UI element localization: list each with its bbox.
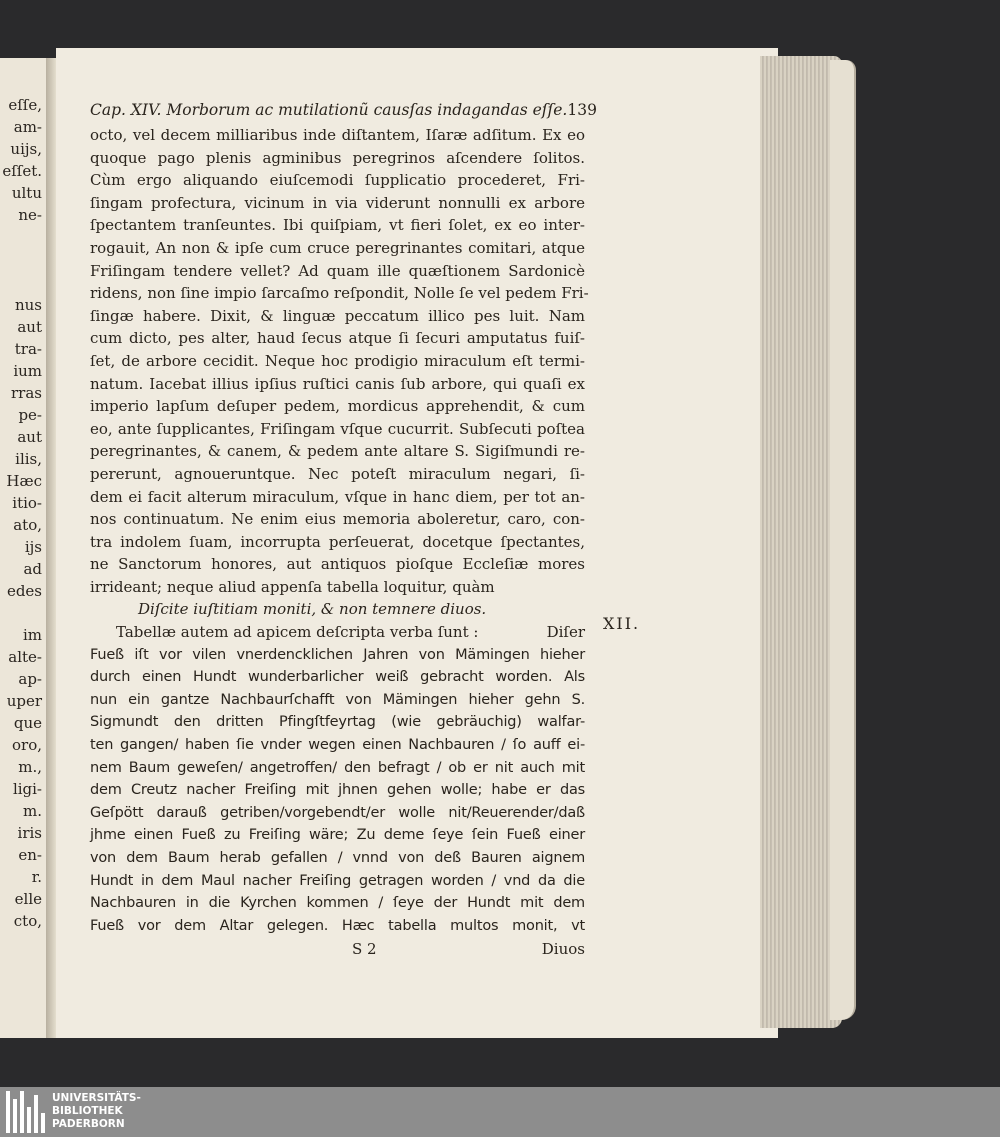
book-gutter: [46, 58, 56, 1038]
body-line: tra indolem ſuam, incorrupta perſeuerat, docetque ſpectantes,: [90, 532, 585, 551]
body-line: pererunt, agnoueruntque. Nec poteſt miraculum negari, ſi-: [90, 464, 585, 483]
body-line: cum dicto, pes alter, haud ſecus atque ſi ſecuri amputatus fuiſ-: [90, 329, 585, 348]
left-page-fragment: oro,: [12, 736, 42, 754]
body-line: dem ei facit alterum miraculum, vſque in hanc diem, per tot an-: [90, 487, 585, 506]
body-line: ne Sanctorum honores, aut antiquos pioſque Eccleſiæ mores: [90, 555, 585, 574]
left-page-fragment: m.: [23, 802, 42, 820]
running-header: [90, 96, 597, 124]
body-line: octo, vel decem milliaribus inde diſtantem, Iſaræ adſitum. Ex eo: [90, 126, 585, 144]
left-page-fragment: ium: [13, 362, 42, 380]
left-page-fragment: ad: [23, 560, 42, 578]
left-page-fragment: elle: [14, 890, 42, 908]
body-line: irrideant; neque aliud appenſa tabella loquitur, quàm: [90, 577, 495, 596]
body-line: rogauit, An non & ipſe cum cruce peregrinantes comitari, atque: [90, 238, 585, 257]
tabella-intro: Tabellæ autem ad apicem deſcripta verba ſunt :: [116, 623, 479, 642]
left-page-fragment: ne-: [18, 206, 42, 224]
left-page-fragment: nus: [14, 296, 42, 314]
german-line: dem Creutz nacher Freiſing mit jhnen gehen wolle; habe er das: [90, 782, 585, 799]
left-page-fragment: iris: [17, 824, 42, 842]
library-logo-line: UNIVERSITÄTS-: [52, 1092, 141, 1104]
library-logo-text: [52, 1092, 141, 1131]
catchword: Diuos: [541, 940, 585, 959]
left-page-fragment: Hæc: [6, 472, 42, 490]
library-logo-line: BIBLIOTHEK: [52, 1105, 123, 1117]
body-line: ſingæ habere. Dixit, & linguæ peccatum illico pes luit. Nam: [90, 306, 585, 325]
left-page-fragment: pe-: [18, 406, 42, 424]
german-line: Fueß vor dem Altar gelegen. Hæc tabella multos monit, vt: [90, 917, 585, 934]
body-line: Friſingam tendere vellet? Ad quam ille quæſtionem Sardonicè: [90, 261, 585, 280]
german-line: Sigmundt den dritten Pfingſtfeyrtag (wie gebräuchig) walfar-: [90, 714, 585, 731]
left-page-fragment: que: [13, 714, 42, 732]
book-cover-board: [830, 60, 856, 1020]
body-line: quoque pago plenis agminibus peregrinos aſcendere ſolitos.: [90, 148, 585, 167]
left-page-fragment: ap-: [18, 670, 42, 688]
signature-mark: S 2: [352, 940, 377, 959]
left-page-fragment: r.: [31, 868, 42, 886]
german-line: durch einen Hundt wunderbarlicher weiß gebracht worden. Als: [90, 669, 585, 686]
german-line: nun ein gantze Nachbaurſchafft von Mämingen hieher gehn S.: [90, 691, 585, 708]
left-page-fragment: ligi-: [12, 780, 42, 798]
german-line: Hundt in dem Maul nacher Freiſing getragen worden / vnd da die: [90, 872, 585, 889]
page-text: [90, 96, 597, 961]
german-line: Fueß iſt vor vilen vnerdencklichen Jahren von Mämingen hieher: [90, 646, 585, 663]
german-line: von dem Baum herab gefallen / vnnd von deß Bauren aignem: [90, 850, 585, 866]
body-line: ridens, non ſine impio ſarcaſmo reſpondit, Nolle ſe vel pedem Fri-: [90, 284, 589, 303]
left-page-fragment: aut: [17, 428, 42, 446]
left-page-fragment: am-: [13, 118, 42, 136]
tabella-intro-line: [90, 621, 585, 644]
left-page-fragment: alte-: [8, 648, 42, 666]
left-page-fragment: eſſet.: [2, 162, 42, 180]
library-logo-icon: [6, 1091, 46, 1133]
page-number: 139: [567, 101, 597, 119]
german-first-word: Diſer: [546, 623, 585, 642]
left-page-fragment: rras: [11, 384, 42, 402]
left-page-fragment: ato,: [13, 516, 42, 534]
library-footer-bar: [0, 1087, 1000, 1137]
left-page-fragment: aut: [17, 318, 42, 336]
body-line: ſingam profectura, vicinum in via viderunt nonnulli ex arbore: [90, 193, 585, 212]
margin-note: XII.: [603, 614, 641, 633]
left-page-fragment: eſſe,: [8, 96, 42, 114]
running-title: Cap. XIV. Morborum ac mutilationũ causſas indagandas eſſe.: [90, 101, 568, 119]
left-page-fragment: tra-: [14, 340, 42, 358]
left-page-fragment: ilis,: [15, 450, 42, 468]
left-page-fragment: ijs: [24, 538, 42, 556]
body-line: imperio lapſum deſuper pedem, mordicus apprehendit, & cum: [90, 397, 585, 416]
left-page-fragment: ultu: [11, 184, 42, 202]
german-line: Geſpött darauß getriben/vorgebendt/er wolle nit/Reuerender/daß: [90, 804, 585, 821]
left-page-fragment: im: [22, 626, 42, 644]
library-logo-line: PADERBORN: [52, 1118, 125, 1130]
body-line: peregrinantes, & canem, & pedem ante altare S. Sigiſmundi re-: [90, 442, 585, 461]
german-line: ten gangen/ haben ſie vnder wegen einen Nachbauren / ſo auff ei-: [90, 737, 585, 754]
body-line: natum. Iacebat illius ipſius ruſtici canis ſub arbore, qui quaſi ex: [90, 374, 585, 393]
page-footer: [90, 937, 585, 961]
left-page-fragment: cto,: [13, 912, 42, 930]
body-line: ſpectantem tranſeuntes. Ibi quiſpiam, vt fieri ſolet, ex eo inter-: [90, 216, 585, 235]
left-page-fragment: en-: [18, 846, 42, 864]
german-line: nem Baum geweſen/ angetroffen/ den befragt / ob er nit auch mit: [90, 759, 585, 776]
left-page-fragment: itio-: [12, 494, 42, 512]
left-page-fragment: m.,: [18, 758, 42, 776]
body-line: Cùm ergo aliquando eiuſcemodi ſupplicatio procederet, Fri-: [90, 171, 585, 190]
german-line: jhme einen Fueß zu Freiſing wäre; Zu deme ſeye ſein Fueß einer: [90, 827, 585, 844]
verse-line: Diſcite iuſtitiam moniti, & non temnere diuos.: [138, 600, 487, 619]
left-page-edge: [0, 58, 48, 1038]
left-page-fragment: uijs,: [10, 140, 42, 158]
body-line: ſet, de arbore cecidit. Neque hoc prodigio miraculum eſt termi-: [90, 351, 585, 370]
german-line: Nachbauren in die Kyrchen kommen / ſeye der Hundt mit dem: [90, 895, 585, 912]
body-line: eo, ante ſupplicantes, Friſingam vſque cucurrit. Subſecuti poſtea: [90, 419, 585, 438]
body-line: nos continuatum. Ne enim eius memoria aboleretur, caro, con-: [90, 510, 585, 529]
left-page-fragment: edes: [6, 582, 42, 600]
left-page-fragment: uper: [6, 692, 42, 710]
